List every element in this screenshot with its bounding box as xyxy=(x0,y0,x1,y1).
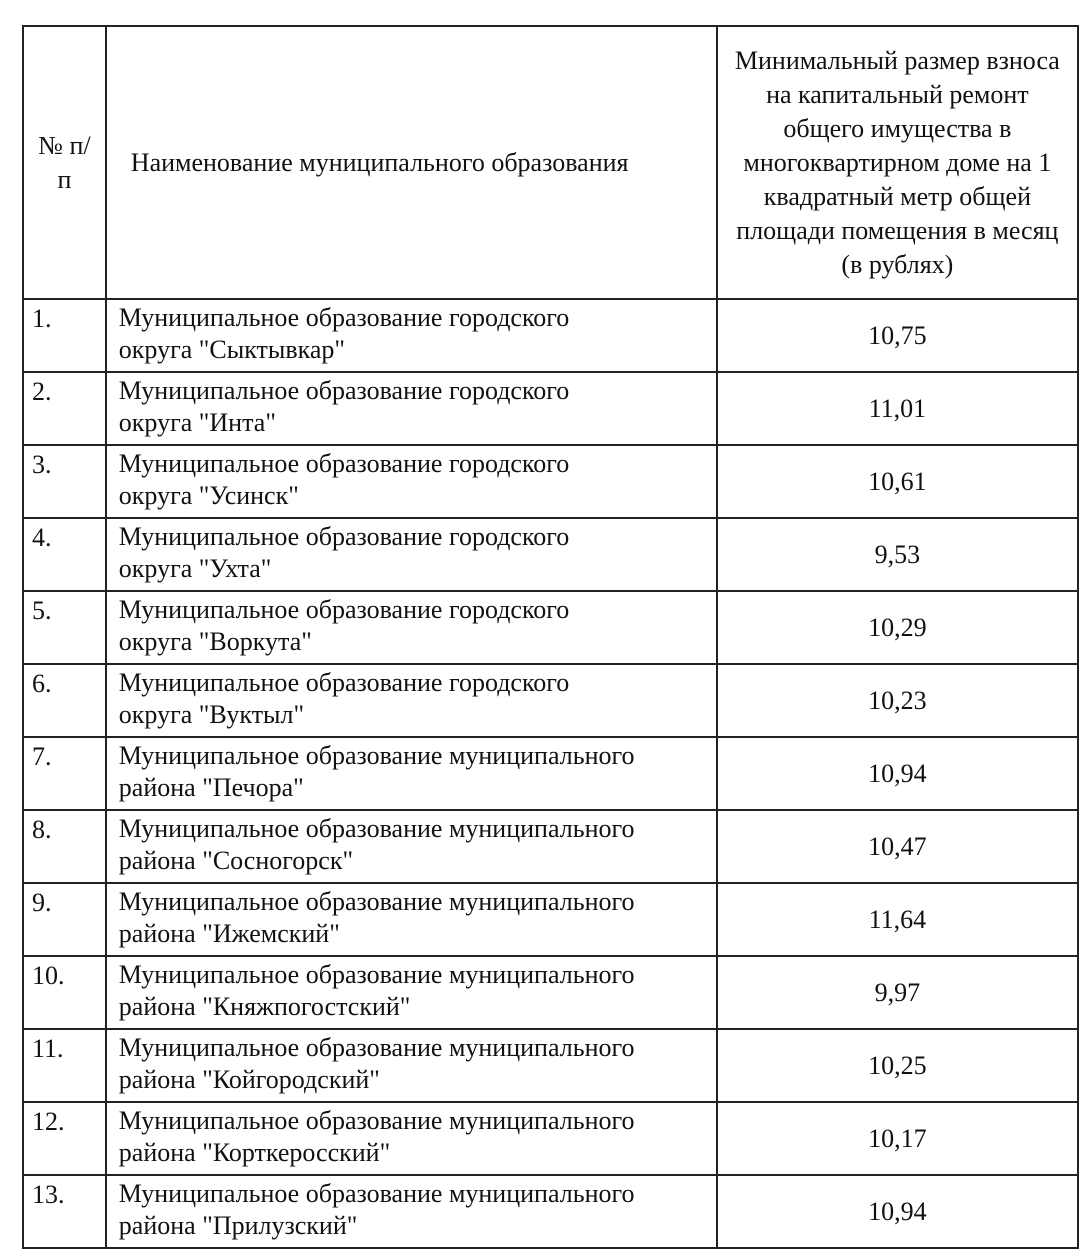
contribution-value: 10,94 xyxy=(717,737,1078,810)
table-row xyxy=(23,1175,1078,1248)
name-line-1: Муниципальное образование городского xyxy=(118,668,570,697)
name-line-2: района "Прилузский" xyxy=(118,1211,358,1240)
contribution-value: 10,23 xyxy=(717,664,1078,737)
name-line-2: округа "Усинск" xyxy=(118,481,299,510)
header-num: № п/п xyxy=(23,26,106,299)
name-line-1: Муниципальное образование городского xyxy=(118,376,570,405)
municipality-name xyxy=(106,591,717,664)
row-number: 9. xyxy=(23,883,106,956)
name-line-1: Муниципальное образование городского xyxy=(118,449,570,478)
header-name: Наименование муниципального образования xyxy=(106,26,717,299)
table-row xyxy=(23,956,1078,1029)
table-row xyxy=(23,1029,1078,1102)
municipality-name xyxy=(106,883,717,956)
table-row xyxy=(23,737,1078,810)
name-line-2: района "Койгородский" xyxy=(118,1065,380,1094)
row-number: 8. xyxy=(23,810,106,883)
row-number: 11. xyxy=(23,1029,106,1102)
name-line-2: округа "Ухта" xyxy=(118,554,272,583)
contribution-value: 10,75 xyxy=(717,299,1078,372)
name-line-2: округа "Воркута" xyxy=(118,627,312,656)
municipality-name xyxy=(106,810,717,883)
municipality-name xyxy=(106,372,717,445)
name-line-1: Муниципальное образование муниципального xyxy=(118,741,635,770)
document-page xyxy=(22,25,1079,1249)
name-line-1: Муниципальное образование муниципального xyxy=(118,1106,635,1135)
contribution-value: 10,94 xyxy=(717,1175,1078,1248)
row-number: 1. xyxy=(23,299,106,372)
municipality-name xyxy=(106,956,717,1029)
contribution-value: 10,17 xyxy=(717,1102,1078,1175)
municipality-name xyxy=(106,1029,717,1102)
table-row xyxy=(23,664,1078,737)
table-row xyxy=(23,883,1078,956)
table-row xyxy=(23,810,1078,883)
contribution-table xyxy=(22,25,1079,1249)
table-row xyxy=(23,591,1078,664)
table-header xyxy=(23,26,1078,299)
name-line-1: Муниципальное образование муниципального xyxy=(118,814,635,843)
header-value: Минимальный размер взноса на капитальный ремонт общего имущества в многоквартирном доме на 1 квадратный метр общей площади помещения в месяц (в рублях) xyxy=(717,26,1078,299)
name-line-1: Муниципальное образование муниципального xyxy=(118,887,635,916)
table-row xyxy=(23,299,1078,372)
row-number: 7. xyxy=(23,737,106,810)
municipality-name xyxy=(106,1175,717,1248)
row-number: 2. xyxy=(23,372,106,445)
name-line-2: района "Корткеросский" xyxy=(118,1138,391,1167)
contribution-value: 11,64 xyxy=(717,883,1078,956)
name-line-1: Муниципальное образование городского xyxy=(118,303,570,332)
name-line-2: района "Княжпогостский" xyxy=(118,992,411,1021)
contribution-value: 10,47 xyxy=(717,810,1078,883)
name-line-2: района "Печора" xyxy=(118,773,304,802)
row-number: 13. xyxy=(23,1175,106,1248)
municipality-name xyxy=(106,737,717,810)
municipality-name xyxy=(106,299,717,372)
row-number: 12. xyxy=(23,1102,106,1175)
table-row xyxy=(23,445,1078,518)
name-line-1: Муниципальное образование городского xyxy=(118,595,570,624)
name-line-2: района "Сосногорск" xyxy=(118,846,354,875)
contribution-value: 11,01 xyxy=(717,372,1078,445)
name-line-1: Муниципальное образование муниципального xyxy=(118,1033,635,1062)
contribution-value: 10,25 xyxy=(717,1029,1078,1102)
contribution-value: 10,61 xyxy=(717,445,1078,518)
contribution-value: 9,53 xyxy=(717,518,1078,591)
municipality-name xyxy=(106,445,717,518)
row-number: 4. xyxy=(23,518,106,591)
name-line-2: округа "Вуктыл" xyxy=(118,700,305,729)
name-line-2: района "Ижемский" xyxy=(118,919,340,948)
table-row xyxy=(23,518,1078,591)
municipality-name xyxy=(106,664,717,737)
municipality-name xyxy=(106,518,717,591)
row-number: 5. xyxy=(23,591,106,664)
name-line-1: Муниципальное образование муниципального xyxy=(118,1179,635,1208)
name-line-1: Муниципальное образование муниципального xyxy=(118,960,635,989)
name-line-2: округа "Сыктывкар" xyxy=(118,335,346,364)
contribution-value: 9,97 xyxy=(717,956,1078,1029)
contribution-value: 10,29 xyxy=(717,591,1078,664)
row-number: 10. xyxy=(23,956,106,1029)
row-number: 3. xyxy=(23,445,106,518)
name-line-1: Муниципальное образование городского xyxy=(118,522,570,551)
table-row xyxy=(23,1102,1078,1175)
row-number: 6. xyxy=(23,664,106,737)
municipality-name xyxy=(106,1102,717,1175)
table-row xyxy=(23,372,1078,445)
name-line-2: округа "Инта" xyxy=(118,408,276,437)
